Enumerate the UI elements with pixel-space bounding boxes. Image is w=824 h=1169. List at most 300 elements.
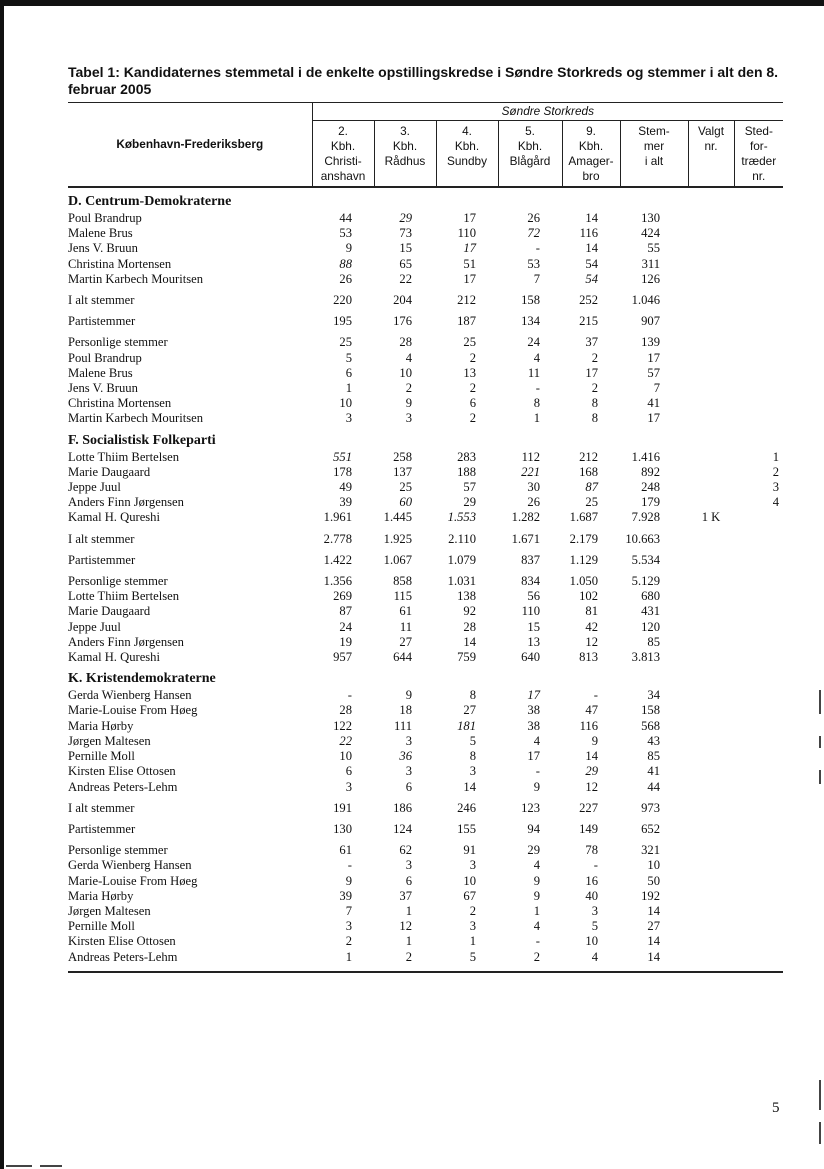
column-header-line: i alt [644,154,664,168]
table-row [68,272,783,287]
cell-value: 3 [469,858,476,873]
cell-value: 246 [457,800,476,815]
column-header [562,121,620,188]
cell-value [734,934,783,949]
cell-value [688,381,734,396]
cell-value [688,816,734,837]
row-label: Partistemmer [68,314,136,329]
cell-value [734,950,783,965]
cell-value: 6 [405,779,412,794]
cell-value: 9 [345,873,352,888]
cell-value: 1.422 [323,552,352,567]
table-row [68,919,783,934]
row-label: I alt stemmer [68,531,135,546]
scan-mark [819,1122,821,1144]
cell-value [688,858,734,873]
cell-value: 858 [393,574,412,589]
column-header [436,121,498,188]
cell-value: 28 [339,703,352,718]
cell-value: 181 [457,718,476,733]
cell-value: 1 [533,411,540,426]
table-row [68,749,783,764]
cell-value: 14 [647,949,660,964]
cell-value: 5.129 [631,574,660,589]
column-header-line: Sundby [446,154,487,168]
table-row [68,465,783,480]
cell-value: 187 [457,314,476,329]
table-row [68,904,783,919]
cell-value: 1 [345,949,352,964]
table-row [68,308,783,329]
cell-value [688,257,734,272]
row-label: Personlige stemmer [68,843,168,858]
cell-value: 2 [345,934,352,949]
party-name: K. Kristendemokraterne [68,671,216,687]
cell-value [688,480,734,495]
cell-value: 116 [579,718,598,733]
cell-value: 221 [521,464,540,479]
table-row [68,226,783,241]
table-row [68,480,783,495]
table-title: Tabel 1: Kandidaternes stemmetal i de enkelte opstillingskredse i Søndre Storkreds og stemmer i alt den 8. februar 2005 [68,64,779,97]
cell-value: 3 [405,764,412,779]
cell-value: 248 [641,480,660,495]
cell-value: 204 [393,293,412,308]
cell-value: 1.416 [631,449,660,464]
cell-value: 1.046 [631,293,660,308]
cell-value: 1 [345,381,352,396]
cell-value: 3 [345,411,352,426]
cell-value: 158 [641,703,660,718]
cell-value [688,589,734,604]
cell-value: 212 [457,293,476,308]
cell-value: 2 [405,381,412,396]
row-label: Jørgen Maltesen [68,903,151,918]
cell-value: 2.778 [323,531,352,546]
cell-value: 4 [533,733,540,748]
cell-value [734,764,783,779]
cell-value: 85 [647,749,660,764]
cell-value: 55 [647,241,660,256]
column-header [498,121,562,188]
cell-value: 8 [469,749,476,764]
cell-value: 10 [585,934,598,949]
column-header-line: for- [749,139,768,153]
cell-value: 227 [579,800,598,815]
cell-value: 102 [579,589,598,604]
row-label: Anders Finn Jørgensen [68,634,184,649]
cell-value: 29 [399,211,412,225]
cell-value: 14 [585,241,598,256]
cell-value: 1.282 [511,510,540,525]
cell-value: 85 [647,634,660,649]
cell-value [688,635,734,650]
cell-value: 9 [405,396,412,411]
cell-value: 8 [591,411,598,426]
table-row [68,620,783,635]
cell-value: 47 [585,703,598,718]
column-header-line: 5. [525,124,535,138]
cell-value: 9 [533,779,540,794]
party-heading-row [68,665,783,688]
cell-value: 7.928 [631,510,660,525]
cell-value [688,719,734,734]
cell-value [734,620,783,635]
cell-value: 6 [345,365,352,380]
row-label: Maria Hørby [68,888,134,903]
row-label: Lotte Thiim Bertelsen [68,449,179,464]
cell-value: 12 [585,779,598,794]
cell-value [688,703,734,718]
cell-value: 7 [533,271,540,286]
cell-value: 186 [393,800,412,815]
cell-value: 1 [772,449,780,464]
row-label: Partistemmer [68,821,136,836]
cell-value: 6 [405,873,412,888]
cell-value: 11 [399,619,412,634]
cell-value: 57 [463,480,476,495]
cell-value: 27 [399,634,412,649]
cell-value: 115 [393,589,412,604]
cell-value: 7 [345,903,352,918]
row-label: Kamal H. Qureshi [68,650,160,665]
column-header-line: Kbh. [578,139,604,153]
cell-value: 2.110 [448,531,476,546]
table-row [68,874,783,889]
cell-value: 43 [647,733,660,748]
column-header [374,121,436,188]
cell-value [688,465,734,480]
cell-value: 4 [591,949,598,964]
row-label: Christina Mortensen [68,256,172,271]
cell-value: 62 [399,843,412,858]
cell-value: 2 [533,949,540,964]
table-bottom-rule [68,965,783,972]
party-name: D. Centrum-Demokraterne [68,194,232,209]
cell-value [734,411,783,426]
cell-value: 1 [405,934,412,949]
cell-value: - [347,688,352,703]
cell-value: 17 [647,350,660,365]
cell-value: 813 [579,650,598,665]
cell-value: 424 [641,226,660,241]
cell-value: 60 [399,495,412,510]
cell-value: 1.050 [569,574,598,589]
cell-value: 7 [653,381,660,396]
cell-value: 44 [339,211,352,225]
cell-value: 92 [463,604,476,619]
cell-value: 973 [641,800,660,815]
table-row [68,934,783,949]
row-label: Jeppe Juul [68,619,121,634]
cell-value: 25 [585,495,598,510]
cell-value: 54 [585,256,598,271]
row-label: Jørgen Maltesen [68,733,151,748]
cell-value: 8 [469,688,476,703]
cell-value: 2 [469,381,476,396]
cell-value: 3 [405,733,412,748]
cell-value [734,329,783,350]
cell-value: 12 [399,919,412,934]
row-label: I alt stemmer [68,800,135,815]
cell-value: 1.687 [569,510,598,525]
cell-value: 120 [641,619,660,634]
cell-value: 13 [463,365,476,380]
cell-value: 2 [405,949,412,964]
cell-value: 27 [647,919,660,934]
cell-value [688,526,734,547]
table-row [68,526,783,547]
cell-value: 17 [585,365,598,380]
cell-value [734,510,783,525]
cell-value: - [535,241,540,256]
table-body [68,187,783,972]
table-row [68,816,783,837]
cell-value: 3 [469,764,476,779]
cell-value: 91 [463,843,476,858]
cell-value: 2.179 [569,531,598,546]
cell-value: 1.129 [569,552,598,567]
column-header-line: bro [582,169,600,183]
column-header-line: Sted- [744,124,773,138]
row-label: Partistemmer [68,552,136,567]
cell-value: 1 [405,903,412,918]
column-header-line: nr. [704,139,718,153]
cell-value: 5 [469,949,476,964]
table-row [68,351,783,366]
cell-value: 22 [399,271,412,286]
scan-border-top [0,0,824,6]
cell-value: 24 [527,335,540,350]
table-row [68,837,783,858]
row-label: Andreas Peters-Lehm [68,949,178,964]
cell-value: 51 [463,256,476,271]
table-row [68,396,783,411]
cell-value: 139 [641,335,660,350]
column-header-line: mer [643,139,665,153]
cell-value: 14 [463,779,476,794]
row-label: Kirsten Elise Ottosen [68,764,176,779]
cell-value [688,919,734,934]
cell-value [688,329,734,350]
cell-value: 834 [521,574,540,589]
cell-value [688,934,734,949]
cell-value: 24 [339,619,352,634]
cell-value [734,650,783,665]
cell-value [734,780,783,795]
cell-value: 3 [469,919,476,934]
cell-value: 957 [333,650,352,665]
cell-value: 39 [339,888,352,903]
cell-value: 130 [641,211,660,225]
cell-value [734,874,783,889]
table-row [68,889,783,904]
cell-value: 168 [579,464,598,479]
cell-value: 9 [533,873,540,888]
cell-value: 8 [533,396,540,411]
cell-value: 17 [463,211,476,225]
cell-value: 551 [333,449,352,464]
cell-value: 258 [393,449,412,464]
column-header-line: Christi- [324,154,362,168]
cell-value: 17 [647,411,660,426]
cell-value [734,272,783,287]
cell-value: 38 [527,703,540,718]
cell-value: 124 [393,821,412,836]
table-row [68,734,783,749]
table-row [68,780,783,795]
region-label: Søndre Storkreds [312,103,783,121]
cell-value: 44 [647,779,660,794]
cell-value: 179 [641,495,660,510]
cell-value: 130 [333,821,352,836]
cell-value: 195 [333,314,352,329]
cell-value: 176 [393,314,412,329]
cell-value: 19 [339,634,352,649]
row-label: Kirsten Elise Ottosen [68,934,176,949]
cell-value [688,411,734,426]
cell-value: 29 [463,495,476,510]
table-row [68,568,783,589]
cell-value: 3.813 [631,650,660,665]
row-label: Lotte Thiim Bertelsen [68,589,179,604]
cell-value: 3 [591,903,598,918]
row-label: Poul Brandrup [68,350,142,365]
cell-value: 38 [527,718,540,733]
cell-value: 40 [585,888,598,903]
cell-value [734,396,783,411]
cell-value: 16 [585,873,598,888]
cell-value: 15 [399,241,412,256]
cell-value [734,308,783,329]
table-row [68,795,783,816]
row-label: Gerda Wienberg Hansen [68,688,192,703]
cell-value [734,816,783,837]
cell-value: 41 [647,396,660,411]
cell-value: 9 [533,888,540,903]
cell-value [688,780,734,795]
table-row [68,241,783,256]
column-header-line: nr. [752,169,766,183]
cell-value: 4 [405,350,412,365]
cell-value [734,241,783,256]
column-header-line: 3. [400,124,410,138]
scan-mark [819,690,821,714]
cell-value [688,396,734,411]
row-label: Pernille Moll [68,919,135,934]
column-header-line: Blågård [509,154,551,168]
results-table [68,102,783,973]
scan-border-left [0,0,4,1169]
scan-mark [819,1080,821,1110]
table-row [68,495,783,510]
cell-value: 14 [585,749,598,764]
cell-value: 14 [647,903,660,918]
cell-value: 110 [521,604,540,619]
cell-value: 1.961 [323,510,352,525]
cell-value: 8 [591,396,598,411]
cell-value: 6 [469,396,476,411]
cell-value: 49 [339,480,352,495]
column-header-line: Kbh. [392,139,418,153]
cell-value: 10.663 [625,531,660,546]
cell-value [734,703,783,718]
cell-value: 137 [393,464,412,479]
cell-value: 252 [579,293,598,308]
cell-value: 88 [339,256,352,271]
column-header [312,121,374,188]
cell-value [734,604,783,619]
cell-value: 907 [641,314,660,329]
cell-value: 94 [527,821,540,836]
cell-value: 568 [641,718,660,733]
cell-value: 2 [469,411,476,426]
cell-value: 759 [457,650,476,665]
row-label: I alt stemmer [68,293,135,308]
cell-value: 10 [399,365,412,380]
cell-value: - [535,764,540,779]
cell-value: 37 [585,335,598,350]
table-row [68,366,783,381]
column-header [688,121,734,188]
cell-value: 134 [521,314,540,329]
column-header-line: anshavn [320,169,366,183]
cell-value [734,351,783,366]
cell-value: 30 [527,480,540,495]
cell-value [734,257,783,272]
cell-value: 53 [527,256,540,271]
cell-value: 25 [339,335,352,350]
cell-value: 220 [333,293,352,308]
cell-value: 28 [399,335,412,350]
cell-value: 17 [463,241,476,256]
column-header-line: 2. [338,124,348,138]
cell-value: 1.356 [323,574,352,589]
cell-value: 9 [405,688,412,703]
row-label: Martin Karbech Mouritsen [68,411,203,426]
cell-value: 53 [339,226,352,241]
cell-value: 10 [647,858,660,873]
cell-value [734,904,783,919]
cell-value [688,308,734,329]
cell-value [734,734,783,749]
cell-value: 17 [463,271,476,286]
cell-value: 212 [579,449,598,464]
scan-mark [819,770,821,784]
party-heading-row [68,427,783,450]
cell-value: 72 [527,226,540,241]
cell-value: 1.671 [511,531,540,546]
cell-value: 28 [463,619,476,634]
column-header-line: 4. [462,124,472,138]
cell-value: 22 [339,733,352,748]
cell-value [734,226,783,241]
cell-value [734,719,783,734]
cell-value: 10 [339,396,352,411]
cell-value [688,495,734,510]
cell-value: - [593,858,598,873]
cell-value [688,795,734,816]
cell-value: 25 [463,335,476,350]
row-label: Anders Finn Jørgensen [68,495,184,510]
table-row [68,510,783,525]
cell-value: 2 [469,903,476,918]
cell-value [688,226,734,241]
row-label: Marie Daugaard [68,464,151,479]
row-label: Personlige stemmer [68,574,168,589]
cell-value: 837 [521,552,540,567]
cell-value [688,287,734,308]
